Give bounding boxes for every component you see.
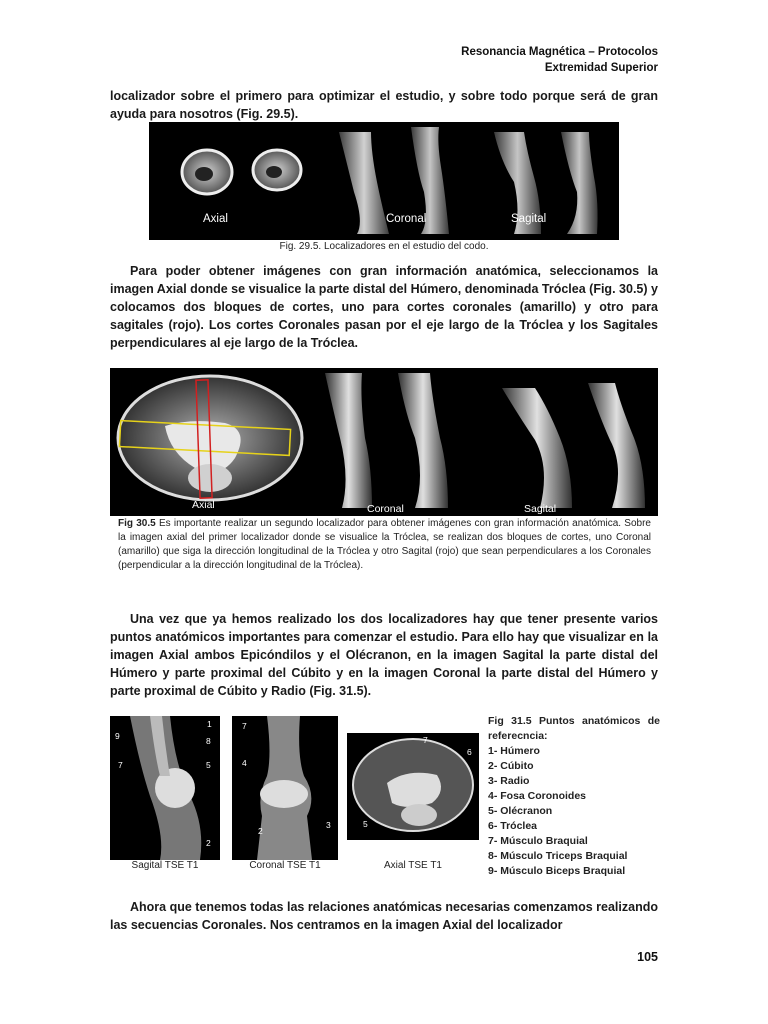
coronal-marker-7: 7	[242, 721, 247, 731]
coronal-tse-t1-graphic	[232, 716, 338, 860]
figure-30-5-image	[110, 368, 658, 516]
legend-item: 8- Músculo Triceps Braquial	[488, 850, 628, 862]
paragraph-4-end: Nos centramos en la imagen Axial del localizador	[266, 918, 563, 932]
legend-item: 9- Músculo Biceps Braquial	[488, 865, 626, 877]
axial-tse-t1-image	[347, 733, 479, 840]
header-title: Resonancia Magnética – Protocolos	[461, 46, 658, 58]
figure-30-5-caption-text: Es importante realizar un segundo localizador para obtener imágenes con gran información anatómica. Sobre la imagen axial del primer localizador donde se visualice la Tróclea, se realizan dos bloques de cortes, uno Coronal (amarillo) que siga la dirección longitudinal de la Tróclea y otro Sagital (rojo) que sean perpendiculares a los Coronales (perpendicular a la dirección longitudinal de la Tróclea).	[118, 518, 651, 571]
sagital-marker-1: 1	[207, 719, 212, 729]
sagital-marker-9: 9	[115, 731, 120, 741]
paragraph-4	[110, 898, 658, 934]
legend-item: 5- Olécranon	[488, 805, 553, 817]
axial-tse-t1-label: Axial TSE T1	[384, 860, 442, 871]
page-number: 105	[637, 950, 658, 964]
legend-item: 7- Músculo Braquial	[488, 835, 588, 847]
fig30-label-coronal: Coronal	[367, 503, 404, 515]
figure-30-5-graphic	[110, 368, 658, 516]
legend-item: 4- Fosa Coronoides	[488, 790, 587, 802]
sagital-tse-t1-label: Sagital TSE T1	[131, 860, 199, 871]
figure-30-5-caption-label: Fig 30.5	[118, 518, 156, 529]
legend-item: 2- Cúbito	[488, 760, 534, 772]
sagital-marker-2: 2	[206, 838, 211, 848]
coronal-marker-3: 3	[326, 820, 331, 830]
coronal-tse-t1-image	[232, 716, 338, 860]
paragraph-2: Para poder obtener imágenes con gran información anatómica, seleccionamos la imagen Axial donde se visualice la parte distal del Húmero, denominada Tróclea (Fig. 30.5) y colocamos dos bloques de cortes, uno para cortes coronales (amarillo) y otro para sagitales (rojo). Los cortes Coronales pasan por el eje largo de la Tróclea y los Sagitales perpendiculares al eje largo de la Tróclea.	[110, 264, 658, 350]
figure-31-5-legend	[488, 714, 660, 879]
paragraph-4-emphasis: Coronales.	[201, 918, 267, 932]
sagital-marker-8: 8	[206, 736, 211, 746]
sagital-tse-t1-graphic	[110, 716, 220, 860]
coronal-marker-4: 4	[242, 758, 247, 768]
legend-item: 1- Húmero	[488, 745, 540, 757]
running-header	[461, 44, 658, 76]
paragraph-3: Una vez que ya hemos realizado los dos localizadores hay que tener presente varios puntos anatómicos importantes para comenzar el estudio. Para ello hay que visualizar en la imagen Axial ambos Epicóndilos y el Olécranon, en la imagen Sagital la parte distal del Húmero y parte proximal del Cúbito y en la imagen Coronal la parte distal del Húmero y parte proximal de Cúbito y Radio (Fig. 31.5).	[110, 612, 658, 698]
fig29-label-axial: Axial	[203, 213, 228, 225]
axial-marker-6: 6	[467, 747, 472, 757]
fig30-label-sagital: Sagital	[524, 503, 557, 515]
coronal-tse-t1-label: Coronal TSE T1	[249, 860, 321, 871]
figure-29-5-caption: Fig. 29.5. Localizadores en el estudio del codo.	[279, 241, 489, 252]
paragraph-1: localizador sobre el primero para optimizar el estudio, y sobre todo porque será de gran ayuda para nosotros (Fig. 29.5).	[110, 89, 658, 121]
figure-29-5-image	[149, 122, 619, 240]
axial-marker-7: 7	[423, 735, 428, 745]
sagital-marker-5: 5	[206, 760, 211, 770]
fig30-label-axial: Axial	[192, 499, 215, 511]
legend-item: 3- Radio	[488, 775, 530, 787]
legend-item: 6- Tróclea	[488, 820, 538, 832]
paragraph-4-start: Ahora que tenemos todas las relaciones anatómicas necesarias comenzamos realizando las secuencias	[110, 900, 658, 932]
figure-31-5-title: Fig 31.5 Puntos anatómicos de referecncia:	[488, 715, 660, 742]
sagital-tse-t1-image	[110, 716, 220, 860]
fig29-label-coronal: Coronal	[386, 213, 427, 225]
figure-30-5-caption	[118, 517, 651, 573]
coronal-marker-2: 2	[258, 826, 263, 836]
fig29-label-sagital: Sagital	[511, 213, 547, 225]
sagital-marker-7: 7	[118, 760, 123, 770]
header-subtitle: Extremidad Superior	[544, 62, 658, 74]
axial-marker-5: 5	[363, 819, 368, 829]
